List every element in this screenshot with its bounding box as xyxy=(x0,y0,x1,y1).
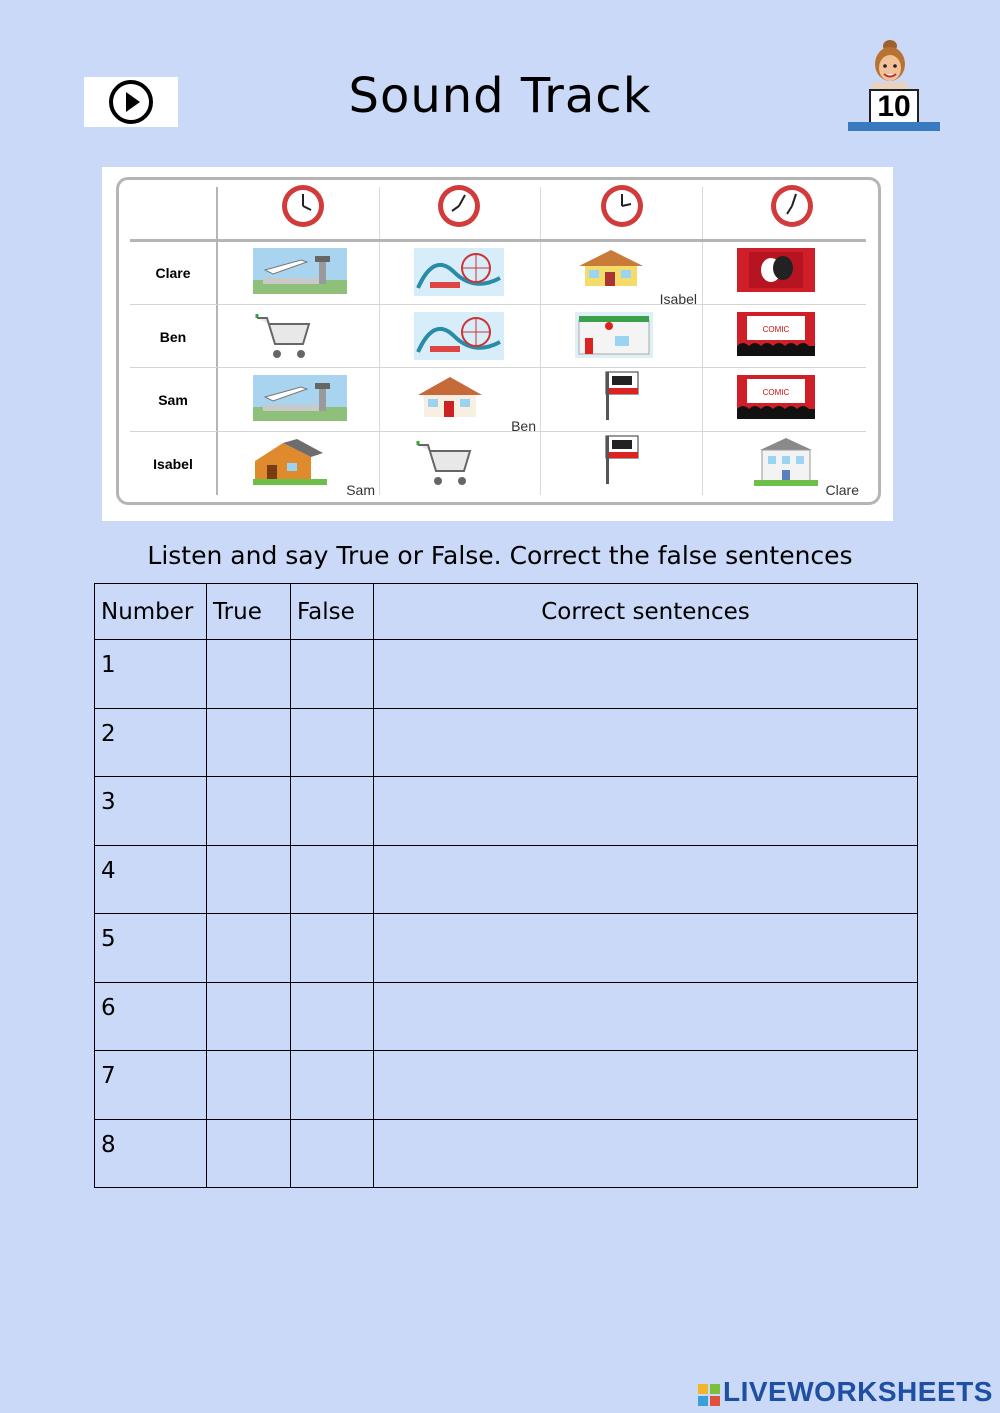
correct-sentence-cell[interactable] xyxy=(374,982,918,1051)
instruction-text: Listen and say True or False. Correct the false sentences xyxy=(147,541,853,570)
row-number: 2 xyxy=(95,708,207,777)
cinema-icon xyxy=(737,375,815,419)
table-row xyxy=(95,708,918,777)
row-number: 3 xyxy=(95,777,207,846)
grid-cell xyxy=(379,241,540,305)
true-answer-cell[interactable] xyxy=(207,914,291,983)
table-row xyxy=(95,1051,918,1120)
logo-text: LIVEWORKSHEETS xyxy=(723,1376,993,1407)
true-answer-cell[interactable] xyxy=(207,640,291,709)
airport-icon xyxy=(253,375,347,421)
correct-sentence-cell[interactable] xyxy=(374,640,918,709)
grid-cell xyxy=(540,368,701,432)
svg-text:COMIC: COMIC xyxy=(762,388,790,397)
row-name: Isabel xyxy=(153,456,193,472)
shopping-trolley-icon xyxy=(253,312,313,362)
table-row xyxy=(95,1119,918,1188)
false-answer-cell[interactable] xyxy=(291,777,374,846)
row-number: 7 xyxy=(95,1051,207,1120)
table-header-row xyxy=(95,584,918,640)
table-row xyxy=(95,640,918,709)
correct-sentence-cell[interactable] xyxy=(374,777,918,846)
false-answer-cell[interactable] xyxy=(291,708,374,777)
grid-cell xyxy=(702,368,863,432)
table-row xyxy=(95,914,918,983)
clock-icon xyxy=(436,183,482,229)
true-answer-cell[interactable] xyxy=(207,1119,291,1188)
liveworksheets-logo xyxy=(698,1376,993,1408)
false-answer-cell[interactable] xyxy=(291,1119,374,1188)
grid-cell xyxy=(218,432,379,496)
bus-stop-icon xyxy=(602,434,642,486)
clock-icon xyxy=(599,183,645,229)
false-answer-cell[interactable] xyxy=(291,914,374,983)
correct-sentence-cell[interactable] xyxy=(374,1051,918,1120)
true-answer-cell[interactable] xyxy=(207,982,291,1051)
true-answer-cell[interactable] xyxy=(207,708,291,777)
cell-owner-label: Ben xyxy=(511,418,536,434)
true-answer-cell[interactable] xyxy=(207,845,291,914)
schedule-picture-grid xyxy=(102,167,893,521)
cell-owner-label: Sam xyxy=(346,482,375,498)
grid-cell xyxy=(379,368,540,432)
funfair-icon xyxy=(414,248,504,296)
grid-cell xyxy=(218,241,379,305)
false-answer-cell[interactable] xyxy=(291,1051,374,1120)
grid-cell xyxy=(218,368,379,432)
house-icon xyxy=(575,248,647,288)
table-row xyxy=(95,777,918,846)
grid-cell xyxy=(540,432,701,496)
grid-cell xyxy=(702,432,863,496)
correct-sentence-cell[interactable] xyxy=(374,845,918,914)
row-number: 1 xyxy=(95,640,207,709)
house-icon xyxy=(253,439,327,487)
funfair-icon xyxy=(414,312,504,360)
post-office-icon xyxy=(575,312,653,358)
correct-sentence-cell[interactable] xyxy=(374,708,918,777)
apartment-icon xyxy=(754,436,818,486)
row-name: Clare xyxy=(155,265,191,281)
false-answer-cell[interactable] xyxy=(291,982,374,1051)
true-answer-cell[interactable] xyxy=(207,1051,291,1120)
answer-table xyxy=(94,583,918,1188)
column-header-true: True xyxy=(207,584,291,640)
grid-cell xyxy=(379,432,540,496)
false-answer-cell[interactable] xyxy=(291,845,374,914)
grid-cell xyxy=(540,241,701,305)
clock-icon xyxy=(769,183,815,229)
cinema-icon xyxy=(737,312,815,356)
table-row xyxy=(95,982,918,1051)
row-number: 5 xyxy=(95,914,207,983)
grid-cell xyxy=(379,305,540,369)
row-name: Ben xyxy=(159,329,187,345)
clock-icon xyxy=(280,183,326,229)
shopping-trolley-icon xyxy=(414,439,474,489)
true-answer-cell[interactable] xyxy=(207,777,291,846)
table-row xyxy=(95,845,918,914)
correct-sentence-cell[interactable] xyxy=(374,1119,918,1188)
theatre-icon xyxy=(737,248,815,292)
column-header-correct-sentences: Correct sentences xyxy=(374,584,918,640)
row-name: Sam xyxy=(158,392,188,408)
cell-owner-label: Isabel xyxy=(659,291,697,307)
false-answer-cell[interactable] xyxy=(291,640,374,709)
column-header-number: Number xyxy=(95,584,207,640)
airport-icon xyxy=(253,248,347,294)
row-number: 6 xyxy=(95,982,207,1051)
cell-owner-label: Clare xyxy=(825,482,859,498)
page-title: Sound Track xyxy=(348,68,652,124)
correct-sentence-cell[interactable] xyxy=(374,914,918,983)
teacher-avatar-badge xyxy=(848,38,942,134)
svg-text:COMIC: COMIC xyxy=(762,325,790,334)
grid-cell xyxy=(702,241,863,305)
bus-stop-icon xyxy=(602,370,642,422)
column-header-false: False xyxy=(291,584,374,640)
badge-number: 10 xyxy=(877,90,911,123)
house-icon xyxy=(414,375,486,419)
liveworksheets-mark-icon xyxy=(698,1381,720,1403)
grid-cell xyxy=(702,305,863,369)
grid-cell xyxy=(218,305,379,369)
grid-cell xyxy=(540,305,701,369)
row-number: 4 xyxy=(95,845,207,914)
row-number: 8 xyxy=(95,1119,207,1188)
